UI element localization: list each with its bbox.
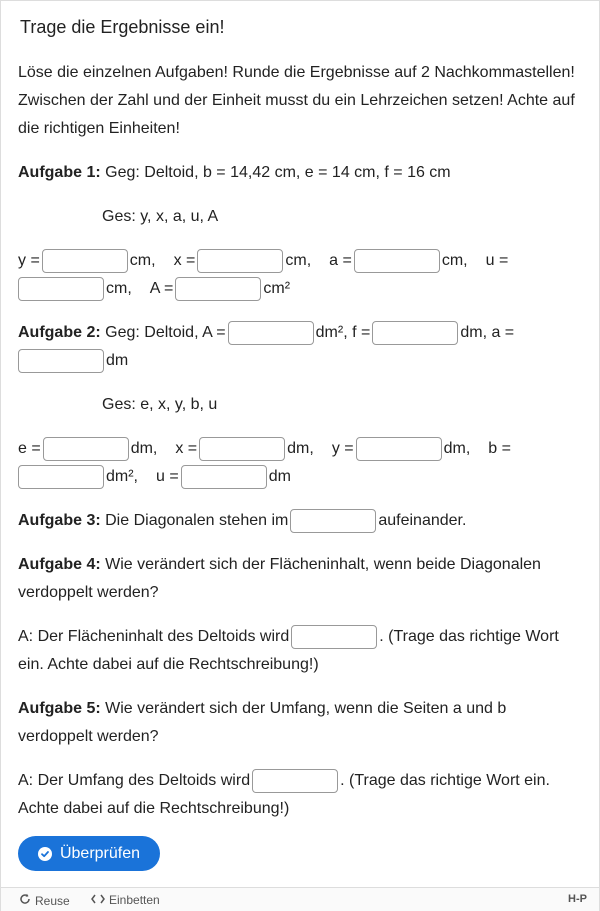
task3-input[interactable]	[290, 509, 376, 533]
refresh-icon	[19, 893, 31, 908]
check-circle-icon	[38, 847, 52, 861]
task5-answer	[18, 767, 584, 823]
task2-x-unit: dm,	[287, 440, 314, 457]
task1-given	[18, 159, 584, 187]
task2-inputs	[18, 435, 584, 491]
task1-given-text: Geg: Deltoid, b = 14,42 cm, e = 14 cm, f = 16 cm	[105, 164, 451, 181]
reuse-link[interactable]	[19, 893, 70, 908]
task2-b-label: b =	[488, 440, 511, 457]
task1-A-input[interactable]	[175, 277, 261, 301]
task1-sought: Ges: y, x, a, u, A	[102, 208, 219, 225]
task2-b-unit: dm²,	[106, 468, 138, 485]
task2-u-unit: dm	[268, 468, 291, 485]
task2-e-unit: dm,	[130, 440, 158, 457]
task3-text-after: aufeinander.	[378, 512, 467, 529]
task-content	[18, 59, 584, 839]
task2-a-unit: dm	[106, 352, 129, 369]
embed-label: Einbetten	[109, 893, 160, 907]
task2-e-label: e =	[18, 440, 41, 457]
task5-question-text: Wie verändert sich der Umfang, wenn die Seiten a und b verdoppelt werden?	[18, 700, 507, 745]
task2-label: Aufgabe 2:	[18, 324, 101, 341]
task1-y-input[interactable]	[42, 249, 128, 273]
task5-question	[18, 695, 584, 751]
task1-A-unit: cm²	[263, 280, 291, 297]
task4-question	[18, 551, 584, 607]
task2-given	[18, 319, 584, 375]
task2-f-input[interactable]	[372, 321, 458, 345]
embed-link[interactable]	[91, 893, 160, 907]
task2-x-label: x =	[175, 440, 198, 457]
task3-label: Aufgabe 3:	[18, 512, 101, 529]
task2-f-unit: dm, a =	[460, 324, 515, 341]
task1-u-unit: cm,	[106, 280, 132, 297]
h5p-logo: H-P	[568, 893, 587, 905]
check-button[interactable]	[18, 836, 160, 871]
task2-e-input[interactable]	[43, 437, 129, 461]
task2-A-unit: dm², f =	[315, 324, 371, 341]
task5-label: Aufgabe 5:	[18, 700, 101, 717]
task2-y-input[interactable]	[356, 437, 442, 461]
task5-input[interactable]	[252, 769, 338, 793]
task1-x-unit: cm,	[285, 252, 312, 269]
task1-x-label: x =	[173, 252, 196, 269]
task4-answer	[18, 623, 584, 679]
task1-a-input[interactable]	[354, 249, 440, 273]
intro-text: Löse die einzelnen Aufgaben! Runde die Ergebnisse auf 2 Nachkommastellen! Zwischen der Zahl und der Einheit musst du ein Lehrzeichen setzen! Achte auf die richtigen Einheiten!	[18, 64, 575, 137]
task1-label: Aufgabe 1:	[18, 164, 101, 181]
check-button-label: Überprüfen	[59, 844, 141, 862]
task3	[18, 507, 584, 535]
task1-a-label: a =	[329, 252, 352, 269]
task1-A-label: A =	[149, 280, 174, 297]
task2-sought: Ges: e, x, y, b, u	[102, 396, 218, 413]
task1-y-label: y =	[18, 252, 40, 269]
code-icon	[91, 893, 105, 907]
task1-x-input[interactable]	[197, 249, 283, 273]
task2-x-input[interactable]	[199, 437, 285, 461]
task2-given-prefix: Geg: Deltoid, A =	[105, 324, 226, 341]
reuse-label: Reuse	[35, 893, 70, 908]
task1-y-unit: cm,	[129, 252, 156, 269]
task2-u-input[interactable]	[181, 465, 267, 489]
task4-question-text: Wie verändert sich der Flächeninhalt, wenn beide Diagonalen verdoppelt werden?	[18, 556, 541, 601]
task1-u-input[interactable]	[18, 277, 104, 301]
task2-u-label: u =	[156, 468, 179, 485]
task2-y-unit: dm,	[443, 440, 471, 457]
task5-answer-before: A: Der Umfang des Deltoids wird	[18, 772, 251, 789]
task1-inputs	[18, 247, 584, 303]
task2-A-input[interactable]	[228, 321, 314, 345]
task4-answer-before: A: Der Flächeninhalt des Deltoids wird	[18, 628, 290, 645]
task4-input[interactable]	[291, 625, 377, 649]
task1-u-label: u =	[485, 252, 509, 269]
task4-answer-after: . (Trage das richtige Wort ein. Achte dabei auf die Rechtschreibung!)	[18, 628, 559, 673]
task2-a-input[interactable]	[18, 349, 104, 373]
task4-label: Aufgabe 4:	[18, 556, 101, 573]
footer-bar	[1, 887, 599, 911]
task-title: Trage die Ergebnisse ein!	[20, 17, 225, 37]
task2-b-input[interactable]	[18, 465, 104, 489]
task5-answer-after: . (Trage das richtige Wort ein. Achte dabei auf die Rechtschreibung!)	[18, 772, 550, 817]
task3-text-before: Die Diagonalen stehen im	[105, 512, 289, 529]
task1-a-unit: cm,	[441, 252, 468, 269]
task2-y-label: y =	[331, 440, 354, 457]
